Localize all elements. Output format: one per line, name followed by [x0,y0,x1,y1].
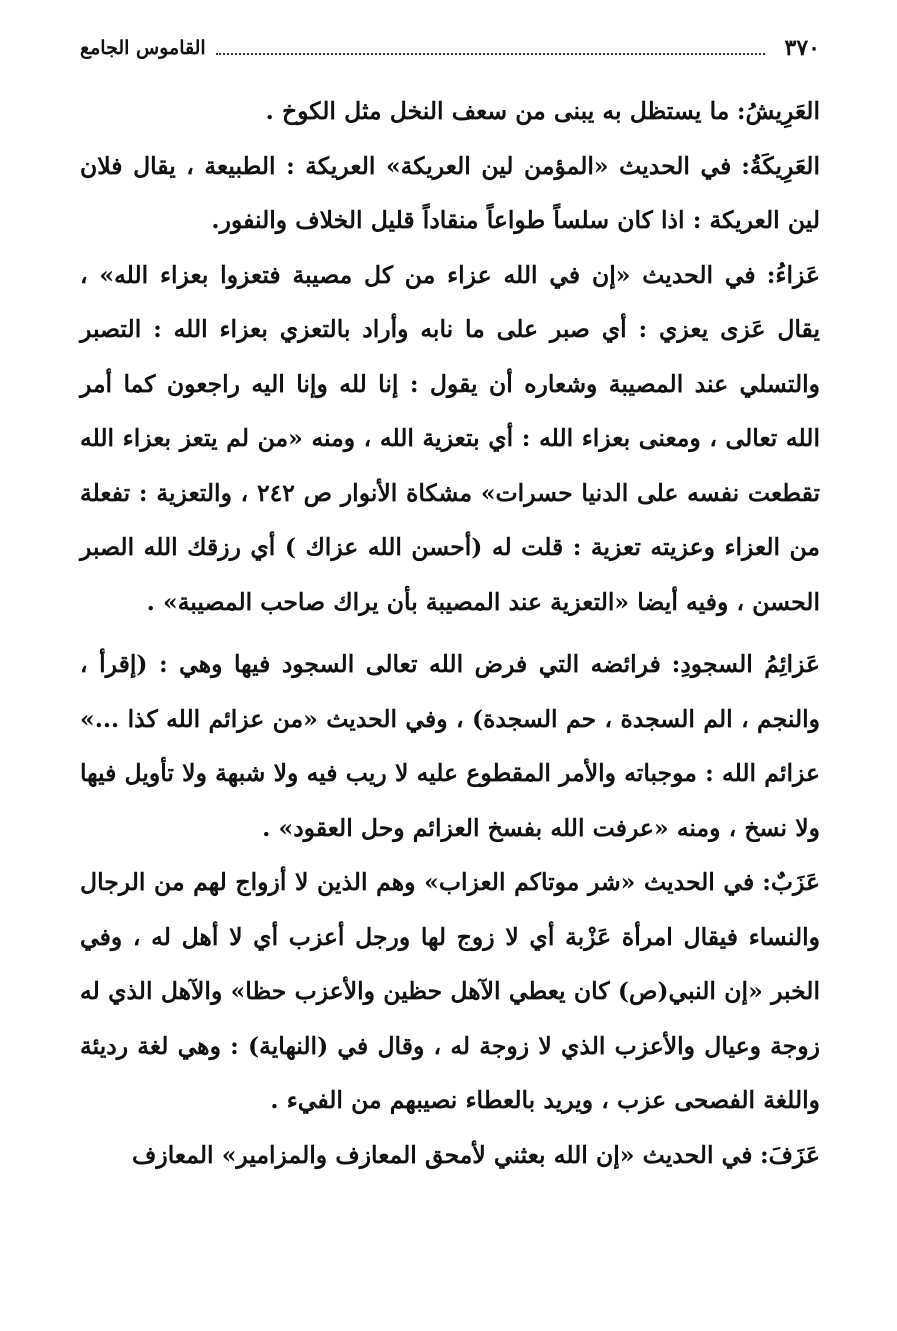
entry-headword: عَزاءُ: [766,260,820,289]
dictionary-entry [80,855,820,1128]
dictionary-body [80,84,820,1182]
entry-definition: ما يستظل به يبنى من سعف النخل مثل الكوخ . [265,97,730,125]
entry-definition: في الحديث «شر موتاكم العزاب» وهم الذين لا أزواج لهم من الرجال والنساء فيقال امرأة عَزْبة أي لا زوج لها ورجل أعزب أي لا أهل له ، وفي الخبر «إن النبي(ص) كان يعطي الآهل حظين والأعزب حظا» والآهل الذي له زوجة وعيال والأعزب الذي لا زوجة له ، وقال في (النهاية) : وهي لغة رديئة واللغة الفصحى عزب ، ويريد بالعطاء نصيبهم من الفيء . [80,868,820,1114]
entry-definition: في الحديث «إن الله بعثني لأمحق المعازف والمزامير» المعازف [132,1140,753,1169]
entry-headword: عَزَفَ: [759,1140,820,1169]
page-number: ٣٧٠ [784,35,820,61]
dictionary-entry [80,84,820,139]
header-leader-dots [216,53,765,55]
entry-headword: العَرِيكَةُ: [741,151,820,180]
book-title: القاموس الجامع [80,37,206,59]
dictionary-entry [80,1128,820,1183]
entry-definition: في الحديث «إن في الله عزاء من كل مصيبة فتعزوا بعزاء الله» ، يقال عَزى يعزي : أي صبر على ما نابه وأراد بالتعزي بعزاء الله : التصبر والتسلي عند المصيبة وشعاره أن يقول : إنا لله وإنا اليه راجعون كما أمر الله تعالى ، ومعنى بعزاء الله : أي بتعزية الله ، ومنه «من لم يتعز بعزاء الله تقطعت نفسه على الدنيا حسرات» مشكاة الأنوار ص ٢٤٢ ، والتعزية : تفعلة من العزاء وعزيته تعزية : قلت له (أحسن الله عزاك ) أي رزقك الله الصبر الحسن ، وفيه أيضا «التعزية عند المصيبة بأن يراك صاحب المصيبة» . [80,260,821,616]
entry-headword: عَزائِمُ السجودِ: [671,650,820,678]
document-page [80,28,820,1182]
dictionary-entry [80,637,820,855]
entry-definition: فرائضه التي فرض الله تعالى السجود فيها وهي : (إقرأ ، والنجم ، الم السجدة ، حم السجدة) ، وفي الحديث «من عزائم الله كذا ...» عزائم الله : موجباته والأمر المقطوع عليه لا ريب فيه ولا شبهة ولا تأويل فيها ولا نسخ ، ومنه «عرفت الله بفسخ العزائم وحل العقود» . [80,650,820,842]
running-header [80,28,820,68]
dictionary-entry [80,248,820,630]
dictionary-entry [80,139,820,248]
entry-headword: عَزَبٌ: [762,868,820,896]
entry-headword: العَرِيشُ: [736,97,820,125]
entry-definition: في الحديث «المؤمن لين العريكة» العريكة : الطبيعة ، يقال فلان لين العريكة : اذا كان سلساً طواعاً منقاداً قليل الخلاف والنفور. [80,151,820,234]
